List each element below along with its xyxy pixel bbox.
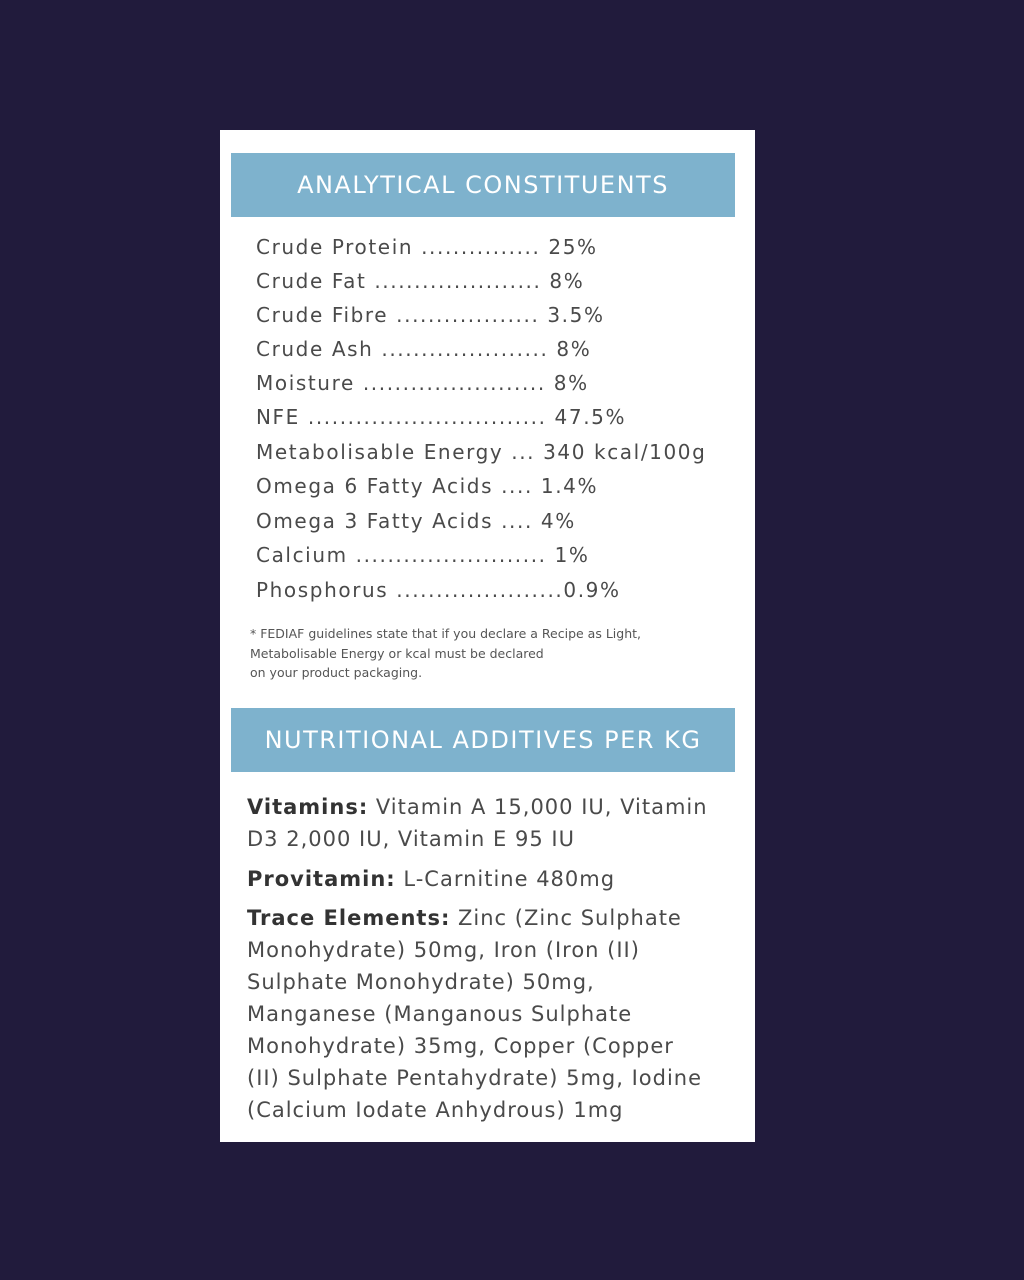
trace-elements-text: Monohydrate) 35mg, Copper (Copper [247,1034,674,1058]
vitamins-text: D3 2,000 IU, Vitamin E 95 IU [247,827,575,851]
analytical-constituents-title: ANALYTICAL CONSTITUENTS [297,171,669,199]
constituent-row: Calcium ........................ 1% [256,543,590,567]
constituent-row: Phosphorus .....................0.9% [256,578,621,602]
footnote-line: Metabolisable Energy or kcal must be declared [250,645,544,661]
constituent-row: Crude Fibre .................. 3.5% [256,303,605,327]
analytical-constituents-header [231,153,735,217]
nutrition-card [220,130,755,1142]
trace-elements-text: Monohydrate) 50mg, Iron (Iron (II) [247,938,640,962]
constituent-row: Omega 3 Fatty Acids .... 4% [256,509,576,533]
constituent-row: Crude Ash ..................... 8% [256,337,592,361]
fediaf-footnote [250,624,750,683]
footnote-line: * FEDIAF guidelines state that if you declare a Recipe as Light, [250,626,641,641]
trace-elements-text: Manganese (Manganous Sulphate [247,1002,633,1026]
provitamin-text: L-Carnitine 480mg [395,867,616,891]
trace-elements-block [247,902,753,1126]
constituent-row: Crude Protein ............... 25% [256,235,598,259]
constituent-row: Omega 6 Fatty Acids .... 1.4% [256,474,599,498]
trace-elements-text: (Calcium Iodate Anhydrous) 1mg [247,1098,624,1122]
constituent-row: Crude Fat ..................... 8% [256,269,585,293]
trace-elements-text: (II) Sulphate Pentahydrate) 5mg, Iodine [247,1066,703,1090]
trace-elements-text: Zinc (Zinc Sulphate [450,906,682,930]
constituent-row: Metabolisable Energy ... 340 kcal/100g [256,440,707,464]
nutritional-additives-header [231,708,735,772]
nutritional-additives-title: NUTRITIONAL ADDITIVES PER KG [264,726,702,754]
constituent-row: Moisture ....................... 8% [256,371,589,395]
trace-elements-text: Sulphate Monohydrate) 50mg, [247,970,595,994]
vitamins-label: Vitamins: [247,795,369,819]
trace-elements-label: Trace Elements: [247,906,451,930]
vitamins-block [247,791,753,855]
vitamins-text: Vitamin A 15,000 IU, Vitamin [368,795,708,819]
constituent-row: NFE .............................. 47.5% [256,405,627,429]
provitamin-label: Provitamin: [247,867,396,891]
provitamin-block [247,863,753,895]
footnote-line: on your product packaging. [250,665,423,680]
